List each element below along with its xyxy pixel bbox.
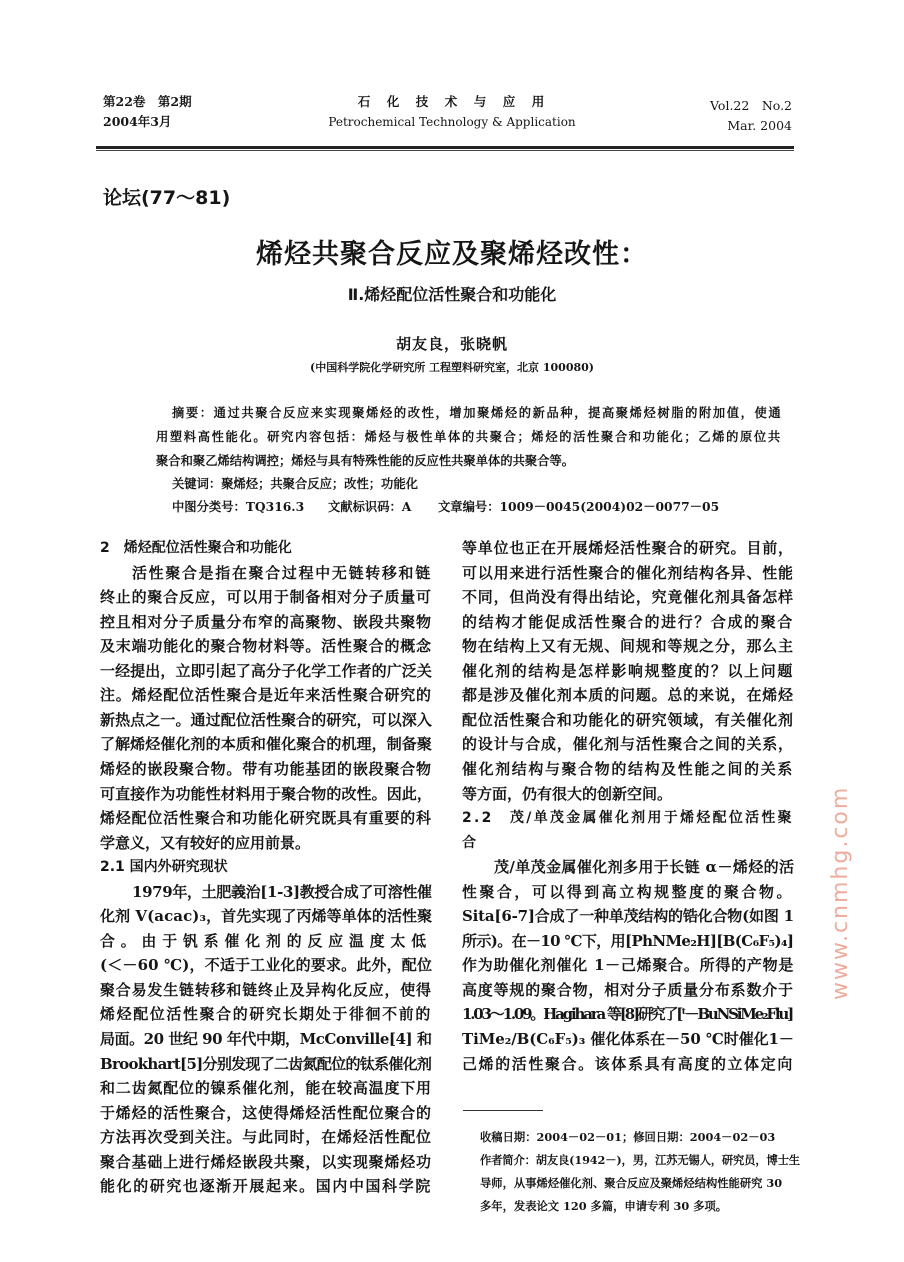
body-text-line: 方法再次受到关注。与此同时，在烯烃活性配位 <box>100 1128 432 1147</box>
body-text-line: 活性聚合是指在聚合过程中无链转移和链 <box>132 563 432 582</box>
body-text-line: Brookhart[5]分别发现了二齿氮配位的钛系催化剂 <box>100 1054 432 1073</box>
body-text-line: 一经提出，立即引起了高分子化学工作者的广泛关 <box>100 661 432 680</box>
author-bio-line: 多年，发表论文 120 多篇，申请专利 30 多项。 <box>480 1199 728 1213</box>
body-text-line: 所示)。在－10 ℃下，用[PhNMe₂H][B(C₆F₅)₄] <box>462 931 794 950</box>
body-text-line: 的设计与合成，催化剂与活性聚合之间的关系， <box>462 735 794 754</box>
section-label: 论坛(77～81) <box>103 187 231 209</box>
section-heading: 合 <box>462 834 476 851</box>
body-text-line: 可直接作为功能性材料用于聚合物的改性。因此， <box>100 784 432 803</box>
author-bio-line: 作者简介：胡友良(1942－)，男，江苏无锡人，研究员，博士生 <box>480 1153 800 1167</box>
body-text-line: 己烯的活性聚合。该体系具有高度的立体定向 <box>462 1054 794 1073</box>
body-text-line: 新热点之一。通过配位活性聚合的研究，可以深入 <box>100 710 432 729</box>
article-subtitle: Ⅱ.烯烃配位活性聚合和功能化 <box>347 285 557 304</box>
issue-date-en: Mar. 2004 <box>727 118 792 133</box>
body-text-line: 1979年，土肥義治[1-3]教授合成了可溶性催 <box>132 882 432 901</box>
affiliation: (中国科学院化学研究所 工程塑料研究室，北京 100080) <box>310 361 594 374</box>
body-text-line: 催化剂的结构是怎样影响规整度的？以上问题 <box>462 661 794 680</box>
body-text-line: 物在结构上又有无规、间规和等规之分，那么主 <box>462 637 794 656</box>
volume-issue: 第22卷 第2期 <box>103 94 192 109</box>
abstract-line: 用塑料高性能化。研究内容包括：烯烃与极性单体的共聚合；烯烃的活性聚合和功能化；乙烯的原位共 <box>156 429 782 444</box>
body-text-line: 性聚合，可以得到高立构规整度的聚合物。 <box>462 882 794 901</box>
body-text-line: 局面。20 世纪 90 年代中期，McConville[4] 和 <box>100 1030 432 1048</box>
body-text-line: 能化的研究也逐渐开展起来。国内中国科学院 <box>100 1177 432 1196</box>
classification-number: 中图分类号：TQ316.3 <box>172 499 305 514</box>
document-code: 文献标识码：A <box>328 499 412 514</box>
body-text-line: 和二齿氮配位的镍系催化剂，能在较高温度下用 <box>100 1079 432 1098</box>
keywords: 关键词：聚烯烃；共聚合反应；改性；功能化 <box>172 476 418 491</box>
watermark: www.cnmhg.com <box>828 785 853 1000</box>
journal-name-cn: 石 化 技 术 与 应 用 <box>357 94 547 109</box>
body-text-line: 等方面，仍有很大的创新空间。 <box>462 784 673 803</box>
abstract-line: 摘要：通过共聚合反应来实现聚烯烃的改性，增加聚烯烃的新品种，提高聚烯烃树脂的附加值，使通 <box>172 405 783 420</box>
body-text-line: 1.03～1.09。Hagihara 等[8]研究了[ᵗ－BuNSiMe₂Flu] <box>462 1005 793 1024</box>
header-rule <box>96 146 794 149</box>
body-text-line: 化剂 V(acac)₃，首先实现了丙烯等单体的活性聚 <box>100 907 433 926</box>
journal-name-en: Petrochemical Technology & Application <box>328 115 576 129</box>
body-text-line: 了解烯烃催化剂的本质和催化聚合的机理，制备聚 <box>100 735 432 754</box>
body-text-line: 终止的聚合反应，可以用于制备相对分子质量可 <box>100 588 432 607</box>
section-heading: 2.2 茂/单茂金属催化剂用于烯烃配位活性聚 <box>462 810 794 827</box>
article-title: 烯烃共聚合反应及聚烯烃改性： <box>256 239 648 270</box>
body-text-line: 合。由于钒系催化剂的反应温度太低 <box>100 931 432 950</box>
body-text-line: 烯烃的嵌段聚合物。带有功能基团的嵌段聚合物 <box>100 759 432 778</box>
body-text-line: 配位活性聚合和功能化的研究领域，有关催化剂 <box>462 710 794 729</box>
section-heading: 2 烯烃配位活性聚合和功能化 <box>100 540 292 556</box>
footnote-rule <box>463 1110 543 1111</box>
body-text-line: 高度等规的聚合物，相对分子质量分布系数介于 <box>462 980 794 999</box>
body-text-line: TiMe₂/B(C₆F₅)₃ 催化体系在－50 ℃时催化1－ <box>462 1030 794 1048</box>
body-text-line: 可以用来进行活性聚合的催化剂结构各异、性能 <box>462 563 794 582</box>
body-text-line: 不同，但尚没有得出结论，究竟催化剂具备怎样 <box>462 588 794 607</box>
body-text-line: 茂/单茂金属催化剂多用于长链 α－烯烃的活 <box>494 858 795 877</box>
issue-date-cn: 2004年3月 <box>103 114 172 129</box>
header-rule-thin <box>96 150 794 151</box>
body-text-line: Sita[6-7]合成了一种单茂结构的锆化合物(如图 1 <box>462 907 794 926</box>
body-text-line: 于烯烃的活性聚合，这使得烯烃活性配位聚合的 <box>100 1103 432 1122</box>
body-text-line: 及末端功能化的聚合物材料等。活性聚合的概念 <box>100 637 432 656</box>
body-text-line: 学意义，又有较好的应用前景。 <box>100 833 311 852</box>
body-text-line: 催化剂结构与聚合物的结构及性能之间的关系 <box>462 759 794 778</box>
volume-en: Vol.22 No.2 <box>710 98 792 113</box>
author-bio-line: 导师，从事烯烃催化剂、聚合反应及聚烯烃结构性能研究 30 <box>480 1176 783 1190</box>
body-text-line: 聚合易发生链转移和链终止及异构化反应，使得 <box>100 980 432 999</box>
body-text-line: 烯烃配位活性聚合和功能化研究既具有重要的科 <box>100 809 432 828</box>
body-text-line: 注。烯烃配位活性聚合是近年来活性聚合研究的 <box>100 686 432 705</box>
abstract-line: 聚合和聚乙烯结构调控；烯烃与具有特殊性能的反应性共聚单体的共聚合等。 <box>156 453 575 468</box>
body-text-line: 都是涉及催化剂本质的问题。总的来说，在烯烃 <box>462 686 794 705</box>
section-heading: 2.1 国内外研究现状 <box>100 859 228 876</box>
right-column <box>462 537 794 1197</box>
received-date: 收稿日期：2004－02－01；修回日期：2004－02－03 <box>480 1130 776 1144</box>
body-text-line: 的结构才能促成活性聚合的进行？合成的聚合 <box>462 612 794 631</box>
body-text-line: 聚合基础上进行烯烃嵌段共聚，以实现聚烯烃功 <box>100 1152 432 1171</box>
body-text-line: 等单位也正在开展烯烃活性聚合的研究。目前， <box>462 539 794 557</box>
body-text-line: (＜－60 ℃)，不适于工业化的要求。此外，配位 <box>100 956 433 975</box>
left-column <box>100 537 432 1197</box>
body-text-line: 控且相对分子质量分布窄的高聚物、嵌段共聚物 <box>100 612 432 631</box>
article-number: 文章编号：1009－0045(2004)02－0077－05 <box>438 499 720 514</box>
body-text-line: 烯烃配位活性聚合的研究长期处于徘徊不前的 <box>100 1005 432 1024</box>
body-text-line: 作为助催化剂催化 1－己烯聚合。所得的产物是 <box>462 956 795 975</box>
authors: 胡友良，张晓帆 <box>395 335 508 353</box>
